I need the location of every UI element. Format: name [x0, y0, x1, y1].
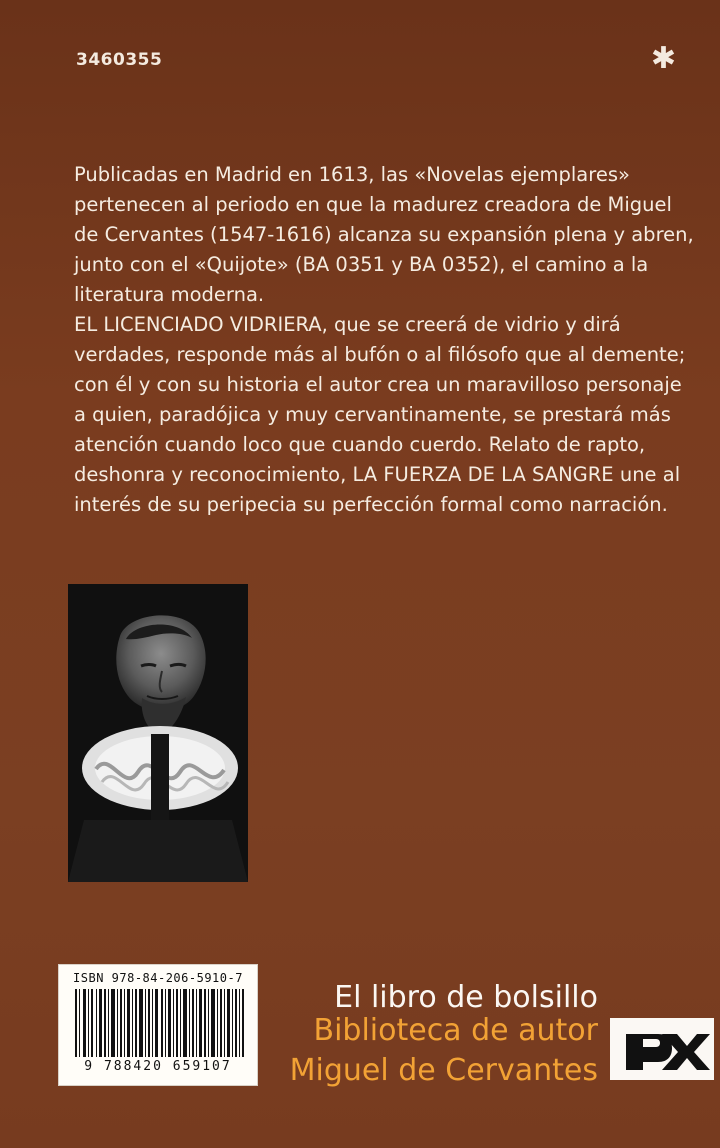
barcode-digits: 9 788420 659107 — [84, 1059, 232, 1074]
blurb-paragraph-1: Publicadas en Madrid en 1613, las «Novelas ejemplares» pertenecen al periodo en que la madurez creadora de Miguel de Cervantes (1547-1616) alcanza su expansión plena y abren, junto con el «Quijote» (BA 0351 y BA 0352), el camino a la literatura moderna. — [74, 163, 694, 306]
cover-blurb — [74, 160, 694, 520]
series-line-3: Miguel de Cervantes — [289, 1053, 598, 1088]
barcode-area — [58, 964, 258, 1086]
blurb-paragraph-2: EL LICENCIADO VIDRIERA, que se creerá de vidrio y dirá verdades, responde más al bufón o al filósofo que al demente; con él y con su historia el autor crea un maravilloso personaje a quien, paradójica y muy cervantinamente, se prestará más atención cuando loco que cuando cuerdo. Relato de rapto, deshonra y reconocimiento, LA FUERZA DE LA SANGRE une al interés de su peripecia su perfección formal como narración. — [74, 313, 686, 516]
asterisk-icon: ✱ — [650, 41, 676, 76]
barcode-icon — [71, 989, 247, 1057]
isbn-text: ISBN 978-84-206-5910-7 — [73, 971, 243, 985]
catalog-code: 3460355 — [76, 50, 163, 70]
publisher-logo-icon — [610, 1018, 714, 1080]
series-line-2: Biblioteca de autor — [313, 1013, 598, 1048]
portrait-icon — [68, 584, 248, 882]
series-line-1: El libro de bolsillo — [334, 980, 598, 1015]
publisher-logo — [610, 1018, 714, 1080]
portrait-image — [68, 584, 248, 882]
